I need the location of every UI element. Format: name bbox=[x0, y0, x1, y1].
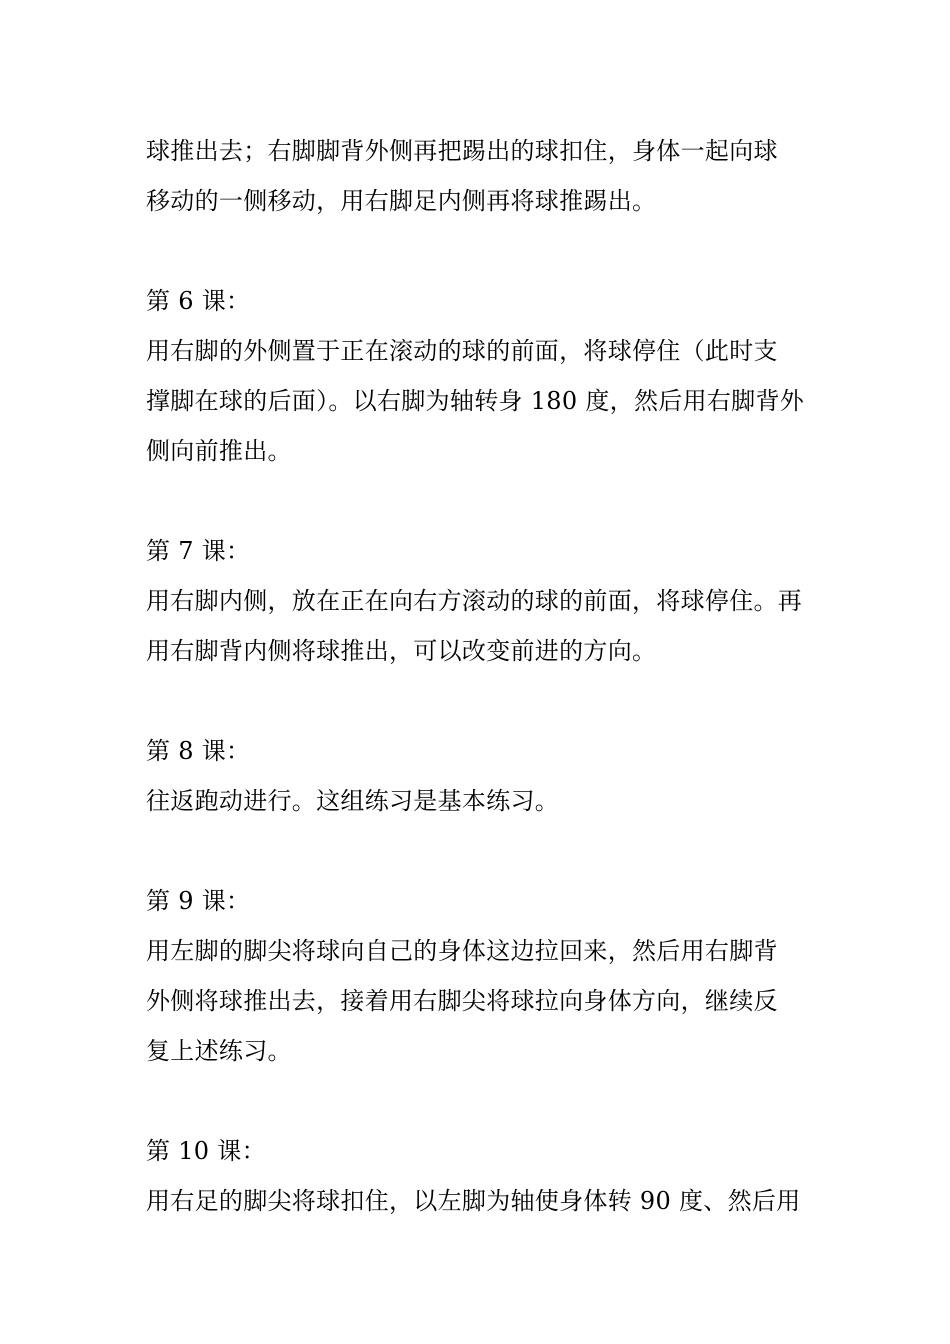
text-line: 复上述练习。 bbox=[146, 1037, 292, 1065]
paragraph-spacer bbox=[146, 226, 814, 276]
paragraph-spacer bbox=[146, 476, 814, 526]
lesson-7 bbox=[146, 526, 814, 676]
lesson-heading: 第 9 课： bbox=[146, 887, 251, 915]
text-line: 用右脚背内侧将球推出，可以改变前进的方向。 bbox=[146, 637, 657, 665]
text-line: 用右脚内侧，放在正在向右方滚动的球的前面，将球停住。再 bbox=[146, 587, 803, 615]
lesson-heading: 第 8 课： bbox=[146, 737, 251, 765]
text-line: 用右脚的外侧置于正在滚动的球的前面，将球停住（此时支 bbox=[146, 337, 778, 365]
lesson-6 bbox=[146, 276, 814, 476]
text-line: 撑脚在球的后面）。以右脚为轴转身 180 度，然后用右脚背外 bbox=[146, 387, 805, 415]
lesson-heading: 第 7 课： bbox=[146, 537, 251, 565]
lesson-9 bbox=[146, 876, 814, 1076]
document-body bbox=[146, 126, 814, 1226]
lesson-8 bbox=[146, 726, 814, 826]
text-line: 用左脚的脚尖将球向自己的身体这边拉回来，然后用右脚背 bbox=[146, 937, 778, 965]
text-line: 侧向前推出。 bbox=[146, 437, 292, 465]
text-line: 外侧将球推出去，接着用右脚尖将球拉向身体方向，继续反 bbox=[146, 987, 778, 1015]
paragraph-spacer bbox=[146, 826, 814, 876]
lesson-heading: 第 6 课： bbox=[146, 287, 251, 315]
text-line: 移动的一侧移动，用右脚足内侧再将球推踢出。 bbox=[146, 187, 657, 215]
paragraph-spacer bbox=[146, 1076, 814, 1126]
paragraph-spacer bbox=[146, 676, 814, 726]
intro-paragraph bbox=[146, 126, 814, 226]
text-line: 球推出去；右脚脚背外侧再把踢出的球扣住，身体一起向球 bbox=[146, 137, 778, 165]
lesson-10 bbox=[146, 1126, 814, 1226]
text-line: 往返跑动进行。这组练习是基本练习。 bbox=[146, 787, 560, 815]
lesson-heading: 第 10 课： bbox=[146, 1137, 266, 1165]
text-line: 用右足的脚尖将球扣住，以左脚为轴使身体转 90 度、然后用 bbox=[146, 1187, 801, 1215]
